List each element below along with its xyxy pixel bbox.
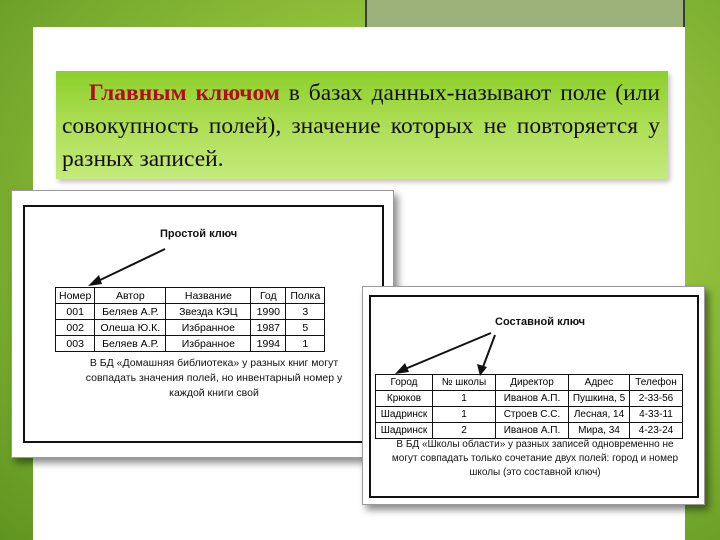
table-cell: Иванов А.П. — [496, 391, 569, 407]
table-cell: 002 — [56, 320, 95, 336]
column-header: Телефон — [630, 375, 683, 391]
table-cell: Строев С.С. — [496, 407, 569, 423]
table-cell: 2 — [433, 423, 496, 439]
simple-key-table — [55, 287, 325, 352]
table-cell: 2-33-56 — [630, 391, 683, 407]
table-cell: 1994 — [251, 336, 286, 352]
table-cell: Беляев А.Р. — [95, 304, 166, 320]
table-cell: 1990 — [251, 304, 286, 320]
table-header-row — [56, 288, 325, 304]
table-cell: Мира, 34 — [569, 423, 630, 439]
column-header: № школы — [433, 375, 496, 391]
table-cell: 003 — [56, 336, 95, 352]
table-cell: 4-23-24 — [630, 423, 683, 439]
table-cell: Избранное — [166, 320, 251, 336]
table-row — [56, 336, 325, 352]
table-cell: Олеша Ю.К. — [95, 320, 166, 336]
composite-key-image — [362, 286, 705, 505]
table-cell: 1 — [433, 391, 496, 407]
table-row — [376, 391, 683, 407]
simple-key-title: Простой ключ — [160, 228, 238, 240]
table-cell: 1 — [286, 336, 325, 352]
composite-key-title: Составной ключ — [495, 316, 586, 328]
table-cell: Лесная, 14 — [569, 407, 630, 423]
definition-callout — [56, 71, 668, 179]
column-header: Название — [166, 288, 251, 304]
definition-text: в базах данных-называют поле (или совокупность полей), значение которых не повторяется у разных записей. — [62, 80, 661, 172]
column-header: Год — [251, 288, 286, 304]
simple-key-image — [11, 190, 394, 458]
column-header: Полка — [286, 288, 325, 304]
column-header: Адрес — [569, 375, 630, 391]
table-cell: Крюков — [376, 391, 433, 407]
simple-key-note: В БД «Домашняя библиотека» у разных книг могут совпадать значения полей, но инвентарный номер у каждой книги свой — [85, 357, 343, 399]
table-header-row — [376, 375, 683, 391]
table-row — [376, 407, 683, 423]
table-cell: 1 — [433, 407, 496, 423]
table-cell: 4-33-11 — [630, 407, 683, 423]
table-cell: 5 — [286, 320, 325, 336]
table-cell: Иванов А.П. — [496, 423, 569, 439]
composite-key-note: В БД «Школы области» у разных записей одновременно не могут совпадать только сочетание двух полей: город и номер школы (это составной ключ) — [391, 439, 679, 478]
column-header: Город — [376, 375, 433, 391]
composite-key-table — [375, 374, 683, 439]
table-row — [56, 304, 325, 320]
table-row — [56, 320, 325, 336]
column-header: Директор — [496, 375, 569, 391]
column-header: Номер — [56, 288, 95, 304]
table-row — [376, 423, 683, 439]
table-cell: Шадринск — [376, 407, 433, 423]
column-header: Автор — [95, 288, 166, 304]
definition-keyword: Главным ключом — [88, 80, 280, 106]
table-cell: Пушкина, 5 — [569, 391, 630, 407]
table-cell: 3 — [286, 304, 325, 320]
table-cell: Избранное — [166, 336, 251, 352]
table-cell: Звезда КЭЦ — [166, 304, 251, 320]
table-cell: Шадринск — [376, 423, 433, 439]
table-cell: 001 — [56, 304, 95, 320]
table-cell: Беляев А.Р. — [95, 336, 166, 352]
table-cell: 1987 — [251, 320, 286, 336]
